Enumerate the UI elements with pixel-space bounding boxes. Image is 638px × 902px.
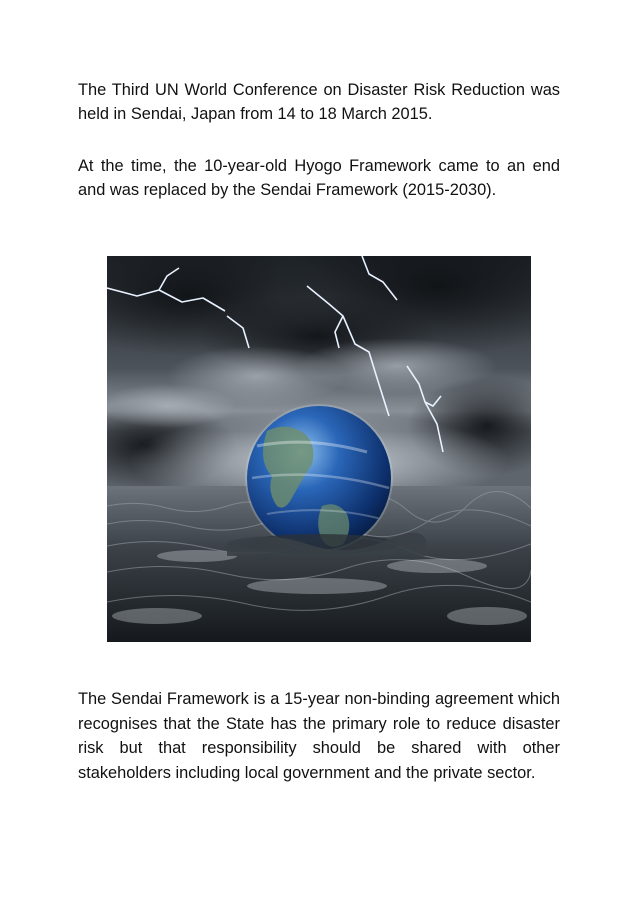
paragraph-hyogo-framework: At the time, the 10-year-old Hyogo Framework came to an end and was replaced by the Sendai Framework (2015-2030).	[78, 157, 560, 199]
storm-earth-illustration	[107, 256, 531, 642]
paragraph-conference: The Third UN World Conference on Disaster Risk Reduction was held in Sendai, Japan from 14 to 18 March 2015.	[78, 81, 560, 123]
paragraph-sendai-framework: The Sendai Framework is a 15-year non-binding agreement which recognises that the State has the primary role to reduce disaster risk but that responsibility should be shared with other stakeholders including local government and the private sector.	[78, 690, 560, 782]
storm-earth-image	[107, 256, 531, 642]
